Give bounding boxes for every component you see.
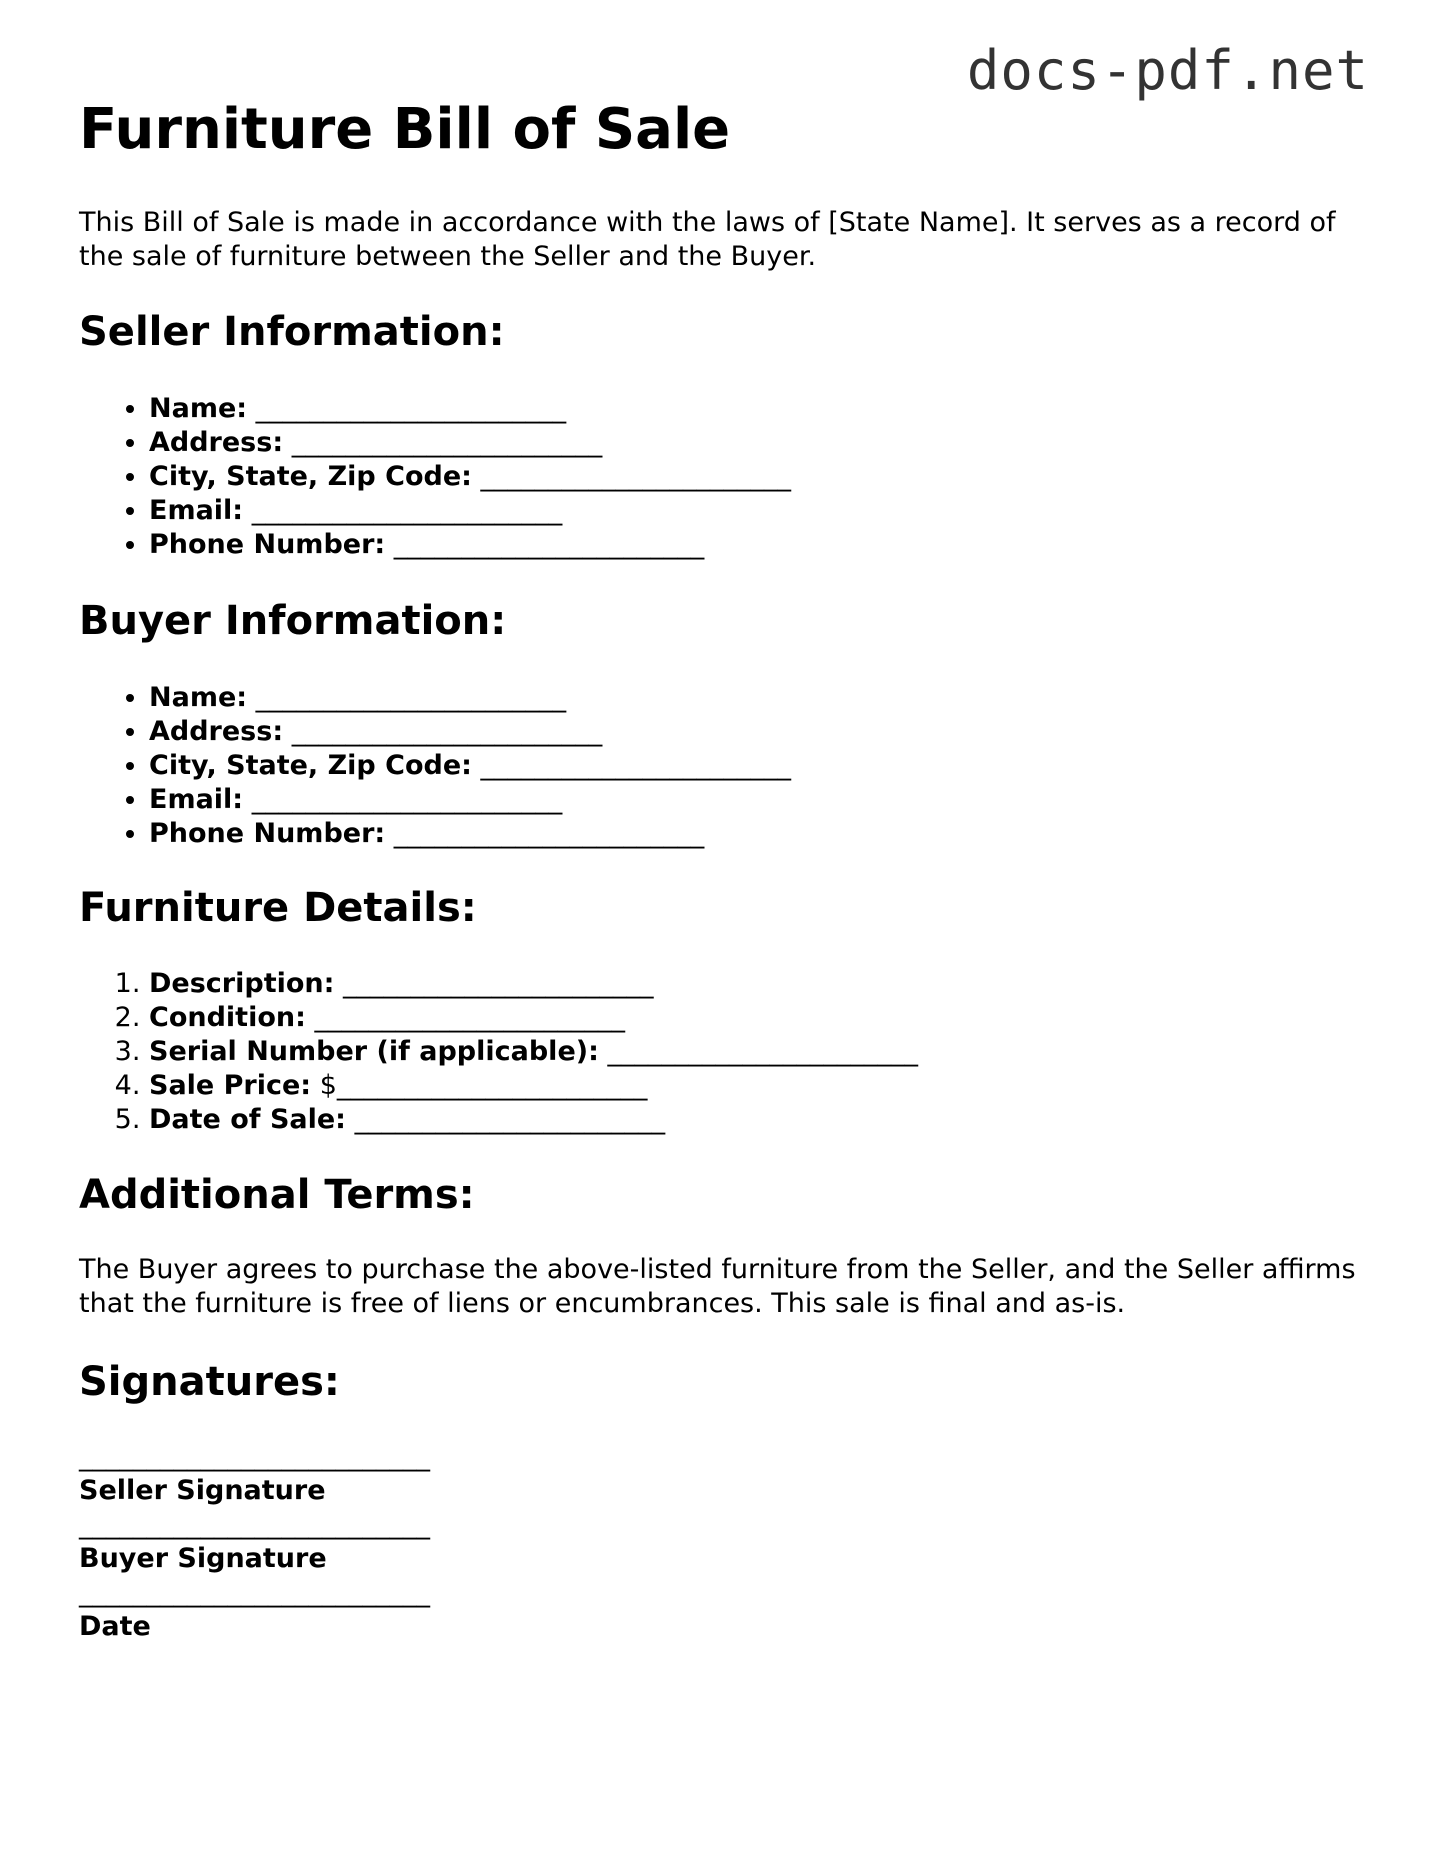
buyer-name-field[interactable]: • Name: _______________________	[149, 681, 791, 715]
date-signature-line[interactable]: __________________________	[79, 1577, 430, 1608]
buyer-fields-list	[79, 681, 791, 851]
seller-city-state-zip-field[interactable]: • City, State, Zip Code: _______________________	[149, 460, 791, 494]
furniture-heading: Furniture Details:	[79, 885, 477, 931]
furniture-description-field[interactable]: 1. Description: _______________________	[149, 967, 918, 1001]
furniture-sale-price-field[interactable]: 4. Sale Price: $_______________________	[149, 1069, 918, 1103]
buyer-email-field[interactable]: • Email: _______________________	[149, 783, 791, 817]
intro-paragraph: This Bill of Sale is made in accordance with the laws of [State Name]. It serves as a record of the sale of furniture between the Seller and the Buyer.	[79, 207, 1336, 272]
buyer-address-field[interactable]: • Address: _______________________	[149, 715, 791, 749]
seller-address-field[interactable]: • Address: _______________________	[149, 426, 791, 460]
furniture-fields-list	[79, 967, 918, 1137]
seller-name-field[interactable]: • Name: _______________________	[149, 392, 791, 426]
terms-paragraph: The Buyer agrees to purchase the above-listed furniture from the Seller, and the Seller affirms that the furniture is free of liens or encumbrances. This sale is final and as-is.	[79, 1254, 1356, 1319]
signatures-heading: Signatures:	[79, 1359, 340, 1405]
seller-signature-label: Seller Signature	[79, 1475, 326, 1506]
watermark: docs-pdf.net	[966, 39, 1369, 102]
furniture-date-of-sale-field[interactable]: 5. Date of Sale: _______________________	[149, 1103, 918, 1137]
seller-signature-line[interactable]: __________________________	[79, 1441, 430, 1472]
date-signature-label: Date	[79, 1611, 151, 1642]
buyer-signature-label: Buyer Signature	[79, 1543, 327, 1574]
seller-heading: Seller Information:	[79, 309, 505, 355]
buyer-phone-field[interactable]: • Phone Number: _______________________	[149, 817, 791, 851]
furniture-serial-number-field[interactable]: 3. Serial Number (if applicable): _______________________	[149, 1035, 918, 1069]
seller-email-field[interactable]: • Email: _______________________	[149, 494, 791, 528]
document-title: Furniture Bill of Sale	[79, 97, 731, 162]
buyer-city-state-zip-field[interactable]: • City, State, Zip Code: _______________________	[149, 749, 791, 783]
seller-fields-list	[79, 392, 791, 562]
seller-phone-field[interactable]: • Phone Number: _______________________	[149, 528, 791, 562]
buyer-heading: Buyer Information:	[79, 598, 507, 644]
buyer-signature-line[interactable]: __________________________	[79, 1509, 430, 1540]
terms-heading: Additional Terms:	[79, 1172, 475, 1218]
furniture-condition-field[interactable]: 2. Condition: _______________________	[149, 1001, 918, 1035]
